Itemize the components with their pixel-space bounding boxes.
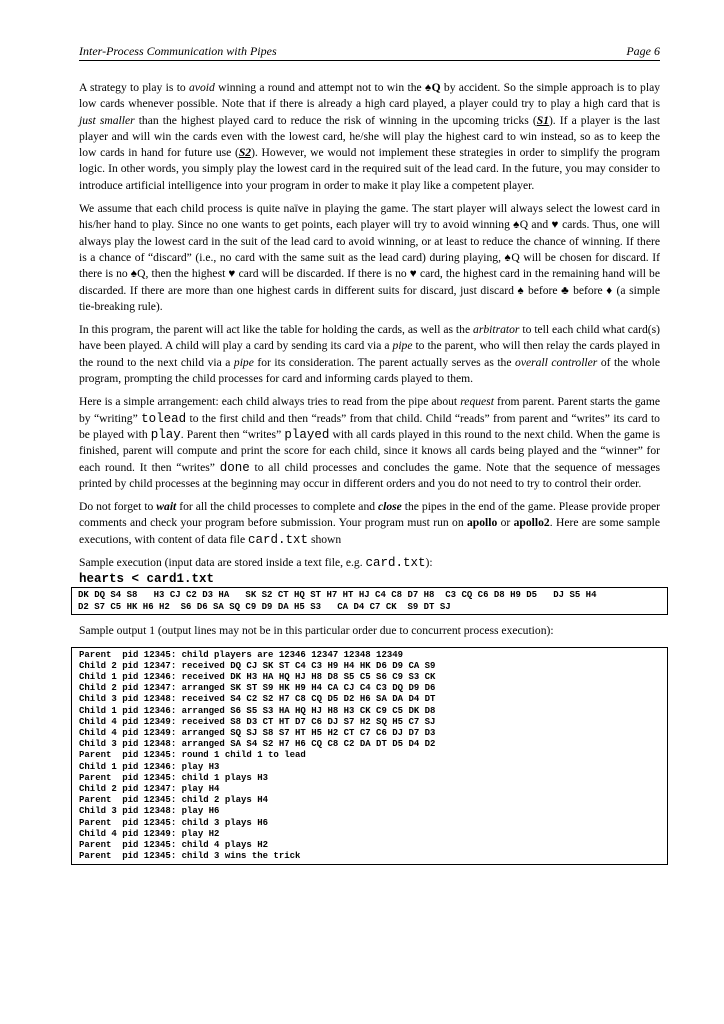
sample-output-label: Sample output 1 (output lines may not be in this particular order due to concurrent process execution):	[79, 624, 554, 638]
output-line: Parent pid 12345: child players are 12346 12347 12348 12349	[79, 649, 404, 660]
output-line: Parent pid 12345: child 1 plays H3	[79, 772, 269, 783]
sample-output-box	[71, 647, 668, 866]
paragraph-wait: Do not forget to wait for all the child processes to complete and close the pipes in the end of the game. Please provide proper comments and check your program before submission. Your program must run on apollo or apollo2. Here are some sample executions, with content of data file card.txt shown	[79, 500, 660, 547]
output-line: Child 1 pid 12346: arranged S6 S5 S3 HA HQ HJ H8 H3 CK C9 C5 DK D8	[79, 705, 436, 716]
output-line: Child 3 pid 12348: arranged SA S4 S2 H7 H6 CQ C8 C2 DA DT D5 D4 D2	[79, 739, 436, 750]
output-line: Parent pid 12345: child 2 plays H4	[79, 795, 269, 806]
card-data-box	[71, 587, 668, 615]
output-line: Child 4 pid 12349: received S8 D3 CT HT D7 C6 DJ S7 H2 SQ H5 C7 SJ	[79, 716, 436, 727]
paragraph-child-naive: We assume that each child process is quite naïve in playing the game. The start player will always select the lowest card in his/her hand to play. Since no one wants to get points, each player will try to avoid winning ♠Q and ♥ cards. Thus, one will always play the lowest card in the suit of the lead card to avoid winning, or at least to reduce the chance of winning. If there is a chance of “discard” (i.e., no card with the same suit as the lead card) during playing, ♠Q will be chosen for discard. If there is no ♠Q, then the highest ♥ card will be discarded. If there is no ♥ card, the highest card in the remaining hand will be discarded. If there are more than one highest cards in different suits for discard, just discard ♠ before ♣ before ♦ (a simple tie-breaking rule).	[79, 202, 660, 313]
output-line: Child 2 pid 12347: play H4	[79, 784, 220, 795]
output-line: Parent pid 12345: child 3 wins the trick	[79, 851, 301, 862]
output-line: Parent pid 12345: child 3 plays H6	[79, 817, 269, 828]
data-line: D2 S7 C5 HK H6 H2 S6 D6 SA SQ C9 D9 DA H5 S3 CA D4 C7 CK S9 DT SJ	[78, 602, 451, 613]
output-line: Child 1 pid 12346: received DK H3 HA HQ HJ H8 D8 S5 C5 S6 C9 S3 CK	[79, 672, 436, 683]
data-line: DK DQ S4 S8 H3 CJ C2 D3 HA SK S2 CT HQ ST H7 HT HJ C4 C8 D7 H8 C3 CQ C6 D8 H9 D5 DJ S5 H4	[78, 590, 597, 601]
output-line: Child 3 pid 12348: received S4 C2 S2 H7 C8 CQ D5 D2 H6 SA DA D4 DT	[79, 694, 436, 705]
sample-command: hearts < card1.txt	[79, 572, 215, 587]
output-line: Child 3 pid 12348: play H6	[79, 806, 220, 817]
paragraph-strategy: A strategy to play is to avoid winning a round and attempt not to win the ♠Q by accident. So the simple approach is to play low cards whenever possible. Note that if there is already a high card played, a player could try to play a high card that is just smaller than the highest played card to reduce the risk of winning in the upcoming tricks (S1). If a player is the last player and will win the cards even with the lowest card, he/she will play the highest card to win instead, so as to keep the low cards in hand for future use (S2). However, we would not implement these strategies in order to simplify the program logic. In other words, you simply play the lowest card in the required suit of the lead card. In the future, you may consider to introduce artificial intelligence into your program in order to make it play like a competent player.	[79, 81, 661, 192]
page-content	[79, 80, 660, 865]
output-line: Child 2 pid 12347: arranged SK ST S9 HK H9 H4 CA CJ C4 C3 DQ D9 D6	[79, 683, 436, 694]
sample-execution-label: Sample execution (input data are stored inside a text file, e.g. card.txt):	[79, 556, 433, 571]
paragraph-arrangement: Here is a simple arrangement: each child always tries to read from the pipe about request from parent. Parent starts the game by “writing” tolead to the first child and then “reads” from that child. Child “reads” from parent and “writes” its card to be played with play. Parent then “writes” played with all cards played in this round to the next child. When the game is finished, parent will compute and print the score for each child, since it knows all cards being played and the “winner” for each round. It then “writes” done to all child processes and concludes the game. Note that the sequence of messages printed by child processes at the beginning may occur in different orders and you do not need to try to control their order.	[79, 395, 661, 490]
output-line: Parent pid 12345: child 4 plays H2	[79, 840, 269, 851]
output-line: Child 4 pid 12349: arranged SQ SJ S8 S7 HT H5 H2 CT C7 C6 DJ D7 D3	[79, 728, 436, 739]
header-title: Inter-Process Communication with Pipes	[79, 44, 277, 58]
output-line: Child 4 pid 12349: play H2	[79, 828, 220, 839]
page-header	[79, 44, 660, 61]
output-line: Child 2 pid 12347: received DQ CJ SK ST C4 C3 H9 H4 HK D6 D9 CA S9	[79, 660, 436, 671]
output-line: Child 1 pid 12346: play H3	[79, 761, 220, 772]
output-line: Parent pid 12345: round 1 child 1 to lead	[79, 750, 306, 761]
page-number: Page 6	[626, 44, 660, 58]
paragraph-parent-role: In this program, the parent will act like the table for holding the cards, as well as the arbitrator to tell each child what card(s) have been played. A child will play a card by sending its card via a pipe to the parent, who will then relay the cards played in the round to the next child via a pipe for its consideration. The parent actually serves as the overall controller of the whole program, prompting the child processes for card and informing cards played to them.	[79, 323, 660, 386]
